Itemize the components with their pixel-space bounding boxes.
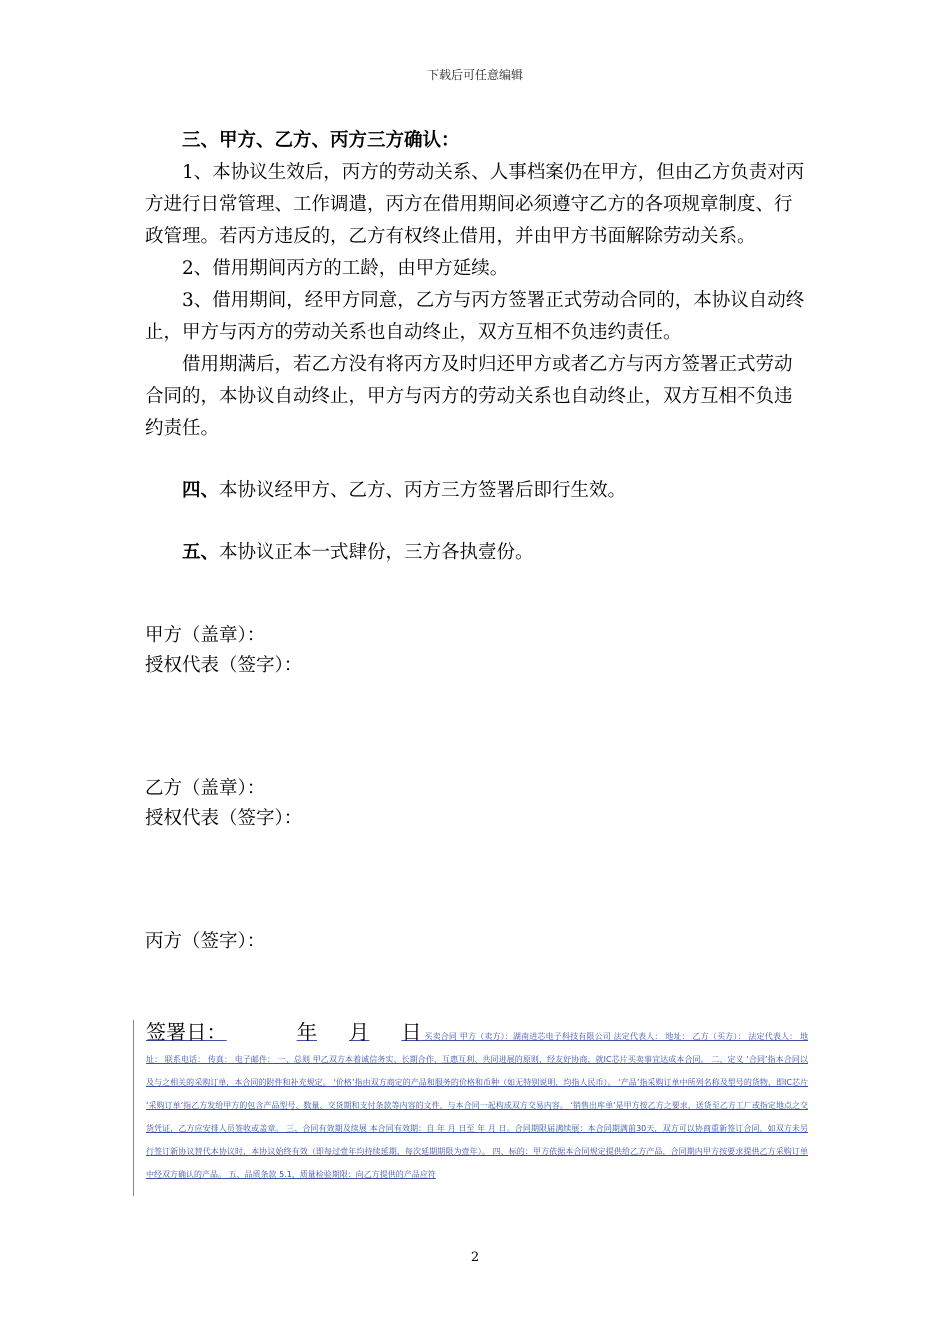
- section-3-clause-2: 2、借用期间丙方的工龄，由甲方延续。: [182, 258, 509, 279]
- date-block: [133, 1020, 808, 1196]
- party-c-signature: 丙方（签字）：: [145, 931, 266, 952]
- signing-date: [146, 1020, 422, 1044]
- signing-date-label: 签署日：: [146, 1020, 227, 1044]
- section-3-clause-4: 借用期满后，若乙方没有将丙方及时归还甲方或者乙方与丙方签署正式劳动合同的，本协议自动终止，甲方与丙方的劳动关系也自动终止，双方互相不负违约责任。: [145, 354, 793, 439]
- section-4-number: 四、: [182, 480, 220, 501]
- section-5: [145, 537, 805, 569]
- section-3-clause-3: 3、借用期间，经甲方同意，乙方与丙方签署正式劳动合同的，本协议自动终止，甲方与丙方的劳动关系也自动终止，双方互相不负违约责任。: [145, 290, 805, 343]
- embedded-contract-text: [146, 1020, 808, 1186]
- signing-date-month: 月: [349, 1020, 370, 1044]
- section-3-heading: 三、甲方、乙方、丙方三方确认：: [182, 130, 460, 151]
- section-4-text: 本协议经甲方、乙方、丙方三方签署后即行生效。: [219, 480, 627, 501]
- page-header: 下载后可任意编辑: [426, 68, 523, 82]
- page-number: 2: [470, 1250, 480, 1265]
- section-4: [145, 475, 805, 507]
- party-a-seal: 甲方（盖章）：: [145, 625, 266, 646]
- section-5-number: 五、: [182, 542, 220, 563]
- party-b-seal: 乙方（盖章）：: [145, 778, 266, 799]
- party-b-rep: 授权代表（签字）：: [145, 808, 303, 829]
- embedded-contract-body: 买卖合同 甲方（卖方）：湖南进芯电子科技有限公司 法定代表人： 地址： 乙方（买方）： 法定代表人： 地址： 联系电话： 传真： 电子邮件： 一、总则 甲乙双方本着诚信务实、长期合作、互惠互利、共同进展的原则，经友好协商，就IC芯片买卖事宜达成本合同。 二、定义 ‘合同’指本合同以及与之相关的采购订单，本合同的附件和补充规定。 ‘价格’指由双方商定的产品和服务的价格和币种（如无特别说明，均指人民币）。 ‘产品’指采购订单中所列名称及型号的货物，即IC芯片 ‘采购订单’指乙方发给甲方的包含产品型号、数量、交货期和支付条款等内容的文件，与本合同一起构成双方交易内容。 ‘销售出库单’是甲方按乙方之要求，送货至乙方工厂或指定地点之交货凭证，乙方应安排人员签收或盖章。 三、合同有效期及续展 本合同有效期：自 年 月 日至 年 月 日。合同期限届满续展：本合同期满前30天，双方可以协商重新签订合同，如双方未另行签订新协议替代本协议时，本协议始终有效（即每过壹年均持续延期，每次延期期限为壹年）。 四、标的：甲方依据本合同规定提供给乙方产品，合同期内甲方按要求提供乙方采购订单中经双方确认的产品。 五、品质条款 5.1、质量检验期限：向乙方提供的产品应符: [146, 1032, 809, 1179]
- party-a-rep: 授权代表（签字）：: [145, 655, 303, 676]
- document-body: [145, 125, 805, 569]
- signing-date-year: 年: [296, 1020, 318, 1044]
- section-5-text: 本协议正本一式肆份，三方各执壹份。: [219, 542, 534, 563]
- section-3-clause-1: 1、本协议生效后，丙方的劳动关系、人事档案仍在甲方，但由乙方负责对丙方进行日常管理、工作调遣，丙方在借用期间必须遵守乙方的各项规章制度、行政管理。若丙方违反的，乙方有权终止借用，并由甲方书面解除劳动关系。: [145, 162, 805, 247]
- signing-date-day: 日: [401, 1020, 422, 1044]
